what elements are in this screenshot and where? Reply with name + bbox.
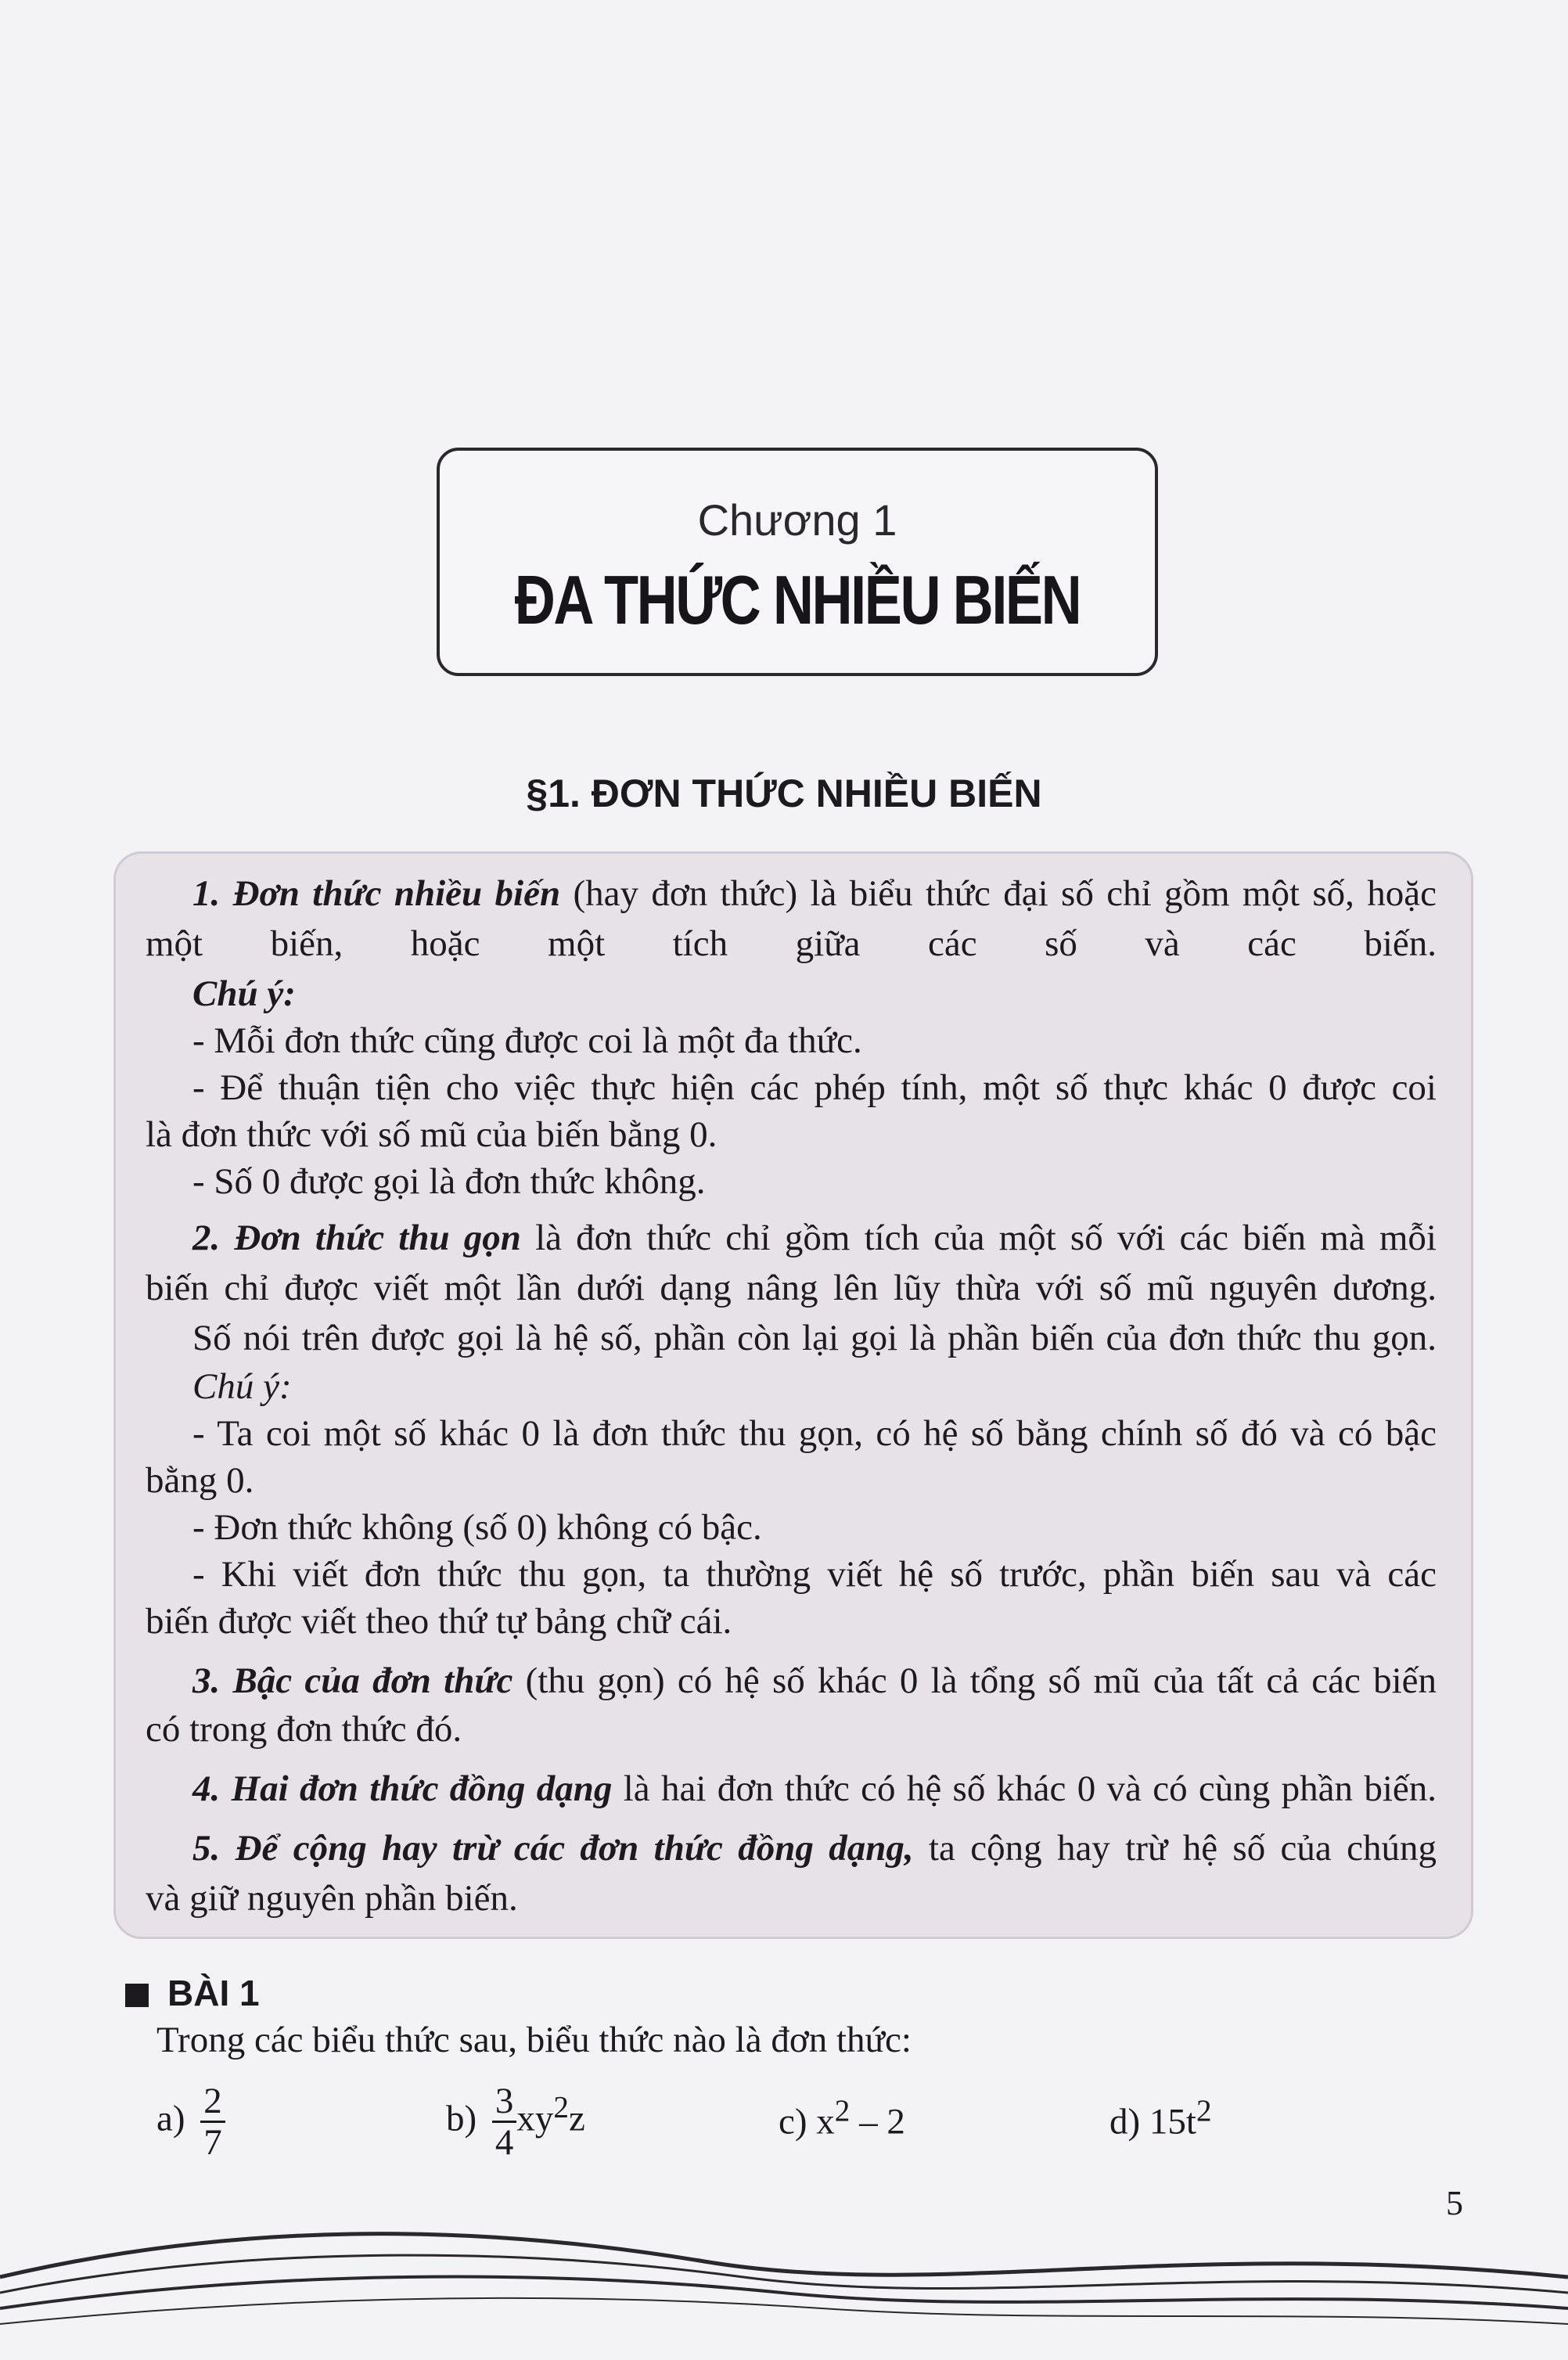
exponent: 2	[834, 2094, 851, 2128]
option-label: b)	[446, 2098, 477, 2139]
option-b	[446, 2081, 585, 2162]
chapter-box	[437, 448, 1158, 676]
theory-line: - Mỗi đơn thức cũng được coi là một đa thức.	[192, 1020, 862, 1061]
option-text: – 2	[850, 2101, 905, 2142]
theory-line: là đơn thức với số mũ của biến bằng 0.	[146, 1114, 717, 1155]
chapter-title: ĐA THỨC NHIỀU BIẾN	[514, 561, 1081, 639]
theory-line	[192, 1657, 1437, 1704]
fraction	[200, 2081, 225, 2162]
theory-line	[192, 1825, 1437, 1872]
theory-line: - Ta coi một số khác 0 là đơn thức thu gọn, có hệ số bằng chính số đó và có bậc	[192, 1413, 1437, 1454]
decorative-wave-icon	[0, 2191, 1568, 2360]
denominator: 4	[494, 2122, 514, 2163]
exponent: 2	[553, 2090, 569, 2124]
theory-line: bằng 0.	[146, 1460, 254, 1501]
term-bold: 2. Đơn thức thu gọn	[192, 1218, 521, 1258]
theory-line	[192, 870, 1437, 917]
numerator: 2	[200, 2081, 225, 2123]
term-bold: 3. Bậc của đơn thức	[192, 1660, 513, 1701]
option-d	[1109, 2093, 1212, 2143]
theory-line: có trong đơn thức đó.	[146, 1709, 462, 1750]
option-a	[156, 2081, 225, 2162]
theory-text: ta cộng hay trừ hệ số của chúng	[913, 1828, 1437, 1869]
option-label: a)	[156, 2098, 185, 2139]
exponent: 2	[1196, 2094, 1212, 2128]
option-label: c) x	[779, 2101, 835, 2142]
theory-line: biến được viết theo thứ tự bảng chữ cái.	[146, 1601, 732, 1642]
theory-line: và giữ nguyên phần biến.	[146, 1878, 518, 1919]
chapter-label: Chương 1	[697, 495, 897, 545]
term-bold: 1. Đơn thức nhiều biến	[192, 873, 561, 914]
variable: z	[568, 2098, 585, 2139]
page-number: 5	[1446, 2184, 1463, 2222]
variable: xy	[516, 2098, 554, 2139]
square-bullet-icon	[125, 1984, 149, 2007]
theory-text: là hai đơn thức có hệ số khác 0 và có cùng phần biến.	[612, 1768, 1437, 1809]
exercise-heading	[125, 1972, 260, 2014]
section-title: §1. ĐƠN THỨC NHIỀU BIẾN	[526, 772, 1042, 815]
theory-line	[192, 1765, 1437, 1812]
theory-text: (hay đơn thức) là biểu thức đại số chỉ gồm một số, hoặc	[560, 873, 1437, 914]
exercise-prompt: Trong các biểu thức sau, biểu thức nào là đơn thức:	[156, 2020, 912, 2060]
option-c	[779, 2093, 905, 2143]
theory-line: - Số 0 được gọi là đơn thức không.	[192, 1161, 706, 1202]
exercise-heading-label: BÀI 1	[167, 1973, 260, 2013]
theory-line: một biến, hoặc một tích giữa các số và các biến.	[146, 923, 1437, 964]
theory-line: - Để thuận tiện cho việc thực hiện các phép tính, một số thực khác 0 được coi	[192, 1067, 1437, 1108]
fraction	[492, 2081, 517, 2162]
theory-line: - Khi viết đơn thức thu gọn, ta thường viết hệ số trước, phần biến sau và các	[192, 1554, 1437, 1595]
term-bold: 5. Để cộng hay trừ các đơn thức đồng dạng,	[192, 1828, 914, 1869]
note-label: Chú ý:	[192, 973, 296, 1014]
option-label: d) 15t	[1109, 2101, 1196, 2142]
note-label: Chú ý:	[192, 1366, 292, 1407]
theory-line	[192, 1214, 1437, 1261]
theory-line: - Đơn thức không (số 0) không có bậc.	[192, 1507, 762, 1548]
term-bold: 4. Hai đơn thức đồng dạng	[192, 1768, 613, 1809]
numerator: 3	[492, 2081, 517, 2123]
theory-line: biến chỉ được viết một lần dưới dạng nâng lên lũy thừa với số mũ nguyên dương.	[146, 1268, 1437, 1308]
theory-text: (thu gọn) có hệ số khác 0 là tổng số mũ của tất cả các biến	[512, 1660, 1437, 1701]
theory-text: là đơn thức chỉ gồm tích của một số với các biến mà mỗi	[520, 1218, 1437, 1258]
theory-line: Số nói trên được gọi là hệ số, phần còn lại gọi là phần biến của đơn thức thu gọn.	[192, 1318, 1437, 1358]
denominator: 7	[203, 2122, 222, 2163]
